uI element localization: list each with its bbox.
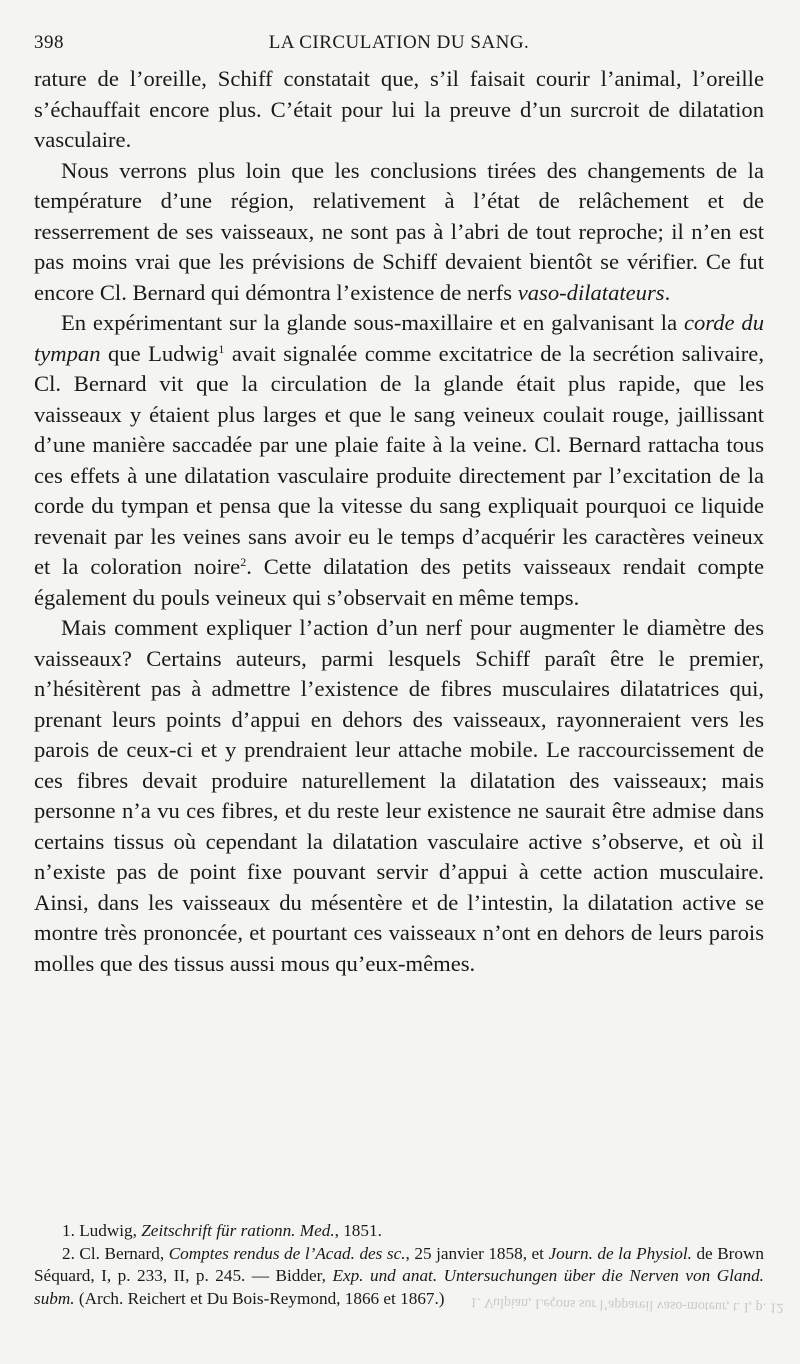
footnote-1-a: 1. Ludwig, — [62, 1221, 142, 1240]
footnote-2-a: 2. Cl. Bernard, — [62, 1243, 169, 1263]
paragraph-2 — [34, 156, 764, 309]
footnote-2-italic-2: Journ. de la Physiol. — [548, 1243, 692, 1263]
page-number: 398 — [34, 32, 64, 53]
footnote-1-b: , 1851. — [334, 1221, 382, 1240]
paragraph-3-d: . Cette dilatation des petits vaisseaux rendait compte également du pouls veineux qui s’observait en même temps. — [34, 554, 764, 610]
footnote-1 — [34, 1220, 764, 1243]
paragraph-3-c: avait signalée comme excitatrice de la secrétion salivaire, Cl. Bernard vit que la circulation de la glande était plus rapide, que les vaisseaux y étaient plus larges et que le sang veineux coulait rouge, jaillissant d’une manière saccadée par une plaie faite à la veine. Cl. Bernard rattacha tous ces effets à une dilatation vasculaire produite directement par l’excitation de la corde du tympan et pensa que la vitesse du sang expliquait pourquoi ce liquide revenait par les veines sans avoir eu le temps d’acquérir les caractères veineux et la coloration noire — [34, 340, 764, 579]
paragraph-1: rature de l’oreille, Schiff constatait que, s’il faisait courir l’animal, l’oreille s’échauffait encore plus. C’était pour lui la preuve d’un surcroit de dilatation vasculaire. — [34, 66, 764, 152]
paragraph-2-end: . — [664, 279, 671, 305]
paragraph-2-italic: vaso-dilatateurs — [517, 279, 665, 305]
paragraph-3 — [34, 308, 764, 613]
body-text — [34, 64, 764, 979]
footnote-2-italic-3: Exp. und anat. Untersuchungen über die Nerven von Gland. subm. — [34, 1266, 764, 1308]
footnote-2-b: , 25 janvier 1858, et — [405, 1243, 549, 1263]
paragraph-2-text: Nous verrons plus loin que les conclusions tirées des changements de la température d’une région, relativement à l’état de relâchement et de resserrement de ses vaisseaux, ne sont pas à l’abri de tout reproche; il n’en est pas moins vrai que les prévisions de Schiff devaient bientôt se vérifier. Ce fut encore Cl. Bernard qui démontra l’existence de nerfs — [34, 157, 764, 305]
footnote-2-italic-1: Comptes rendus de l’Acad. des sc. — [168, 1243, 406, 1263]
footnote-2-c: de Brown Séquard, I, p. 233, II, p. 245. — Bidder, — [34, 1243, 764, 1285]
footnote-1-italic: Zeitschrift für rationn. Med. — [141, 1221, 335, 1240]
footnote-2-d: (Arch. Reichert et Du Bois-Reymond, 1866 et 1867.) — [74, 1288, 445, 1308]
running-head — [34, 32, 764, 58]
paragraph-3-b: que Ludwig — [100, 340, 219, 366]
bleed-through-text: 1. Vulpian, Leçons sur l’appareil vaso-moteur, t. I, p. 12 — [469, 1294, 784, 1315]
paragraph-4: Mais comment expliquer l’action d’un nerf pour augmenter le diamètre des vaisseaux? Certains auteurs, parmi lesquels Schiff paraît être le premier, n’hésitèrent pas à admettre l’existence de fibres musculaires dilatatrices qui, prenant leurs points d’appui en dehors des vaisseaux, rayonneraient vers les parois de ceux-ci et y prendraient leur attache mobile. Le raccourcissement de ces fibres devait produire naturellement la dilatation des vaisseaux; mais personne n’a vu ces fibres, et du reste leur existence ne saurait être admise dans certains tissus où cependant la dilatation vasculaire active s’observe, et où il n’existe pas de point fixe pouvant servir d’appui à cette action musculaire. Ainsi, dans les vaisseaux du mésentère et de l’intestin, la dilatation active se montre très prononcée, et pourtant ces vaisseaux n’ont en dehors de leurs parois molles que des tissus aussi mous qu’eux-mêmes. — [34, 615, 764, 976]
footnote-ref-2: 2 — [240, 555, 247, 569]
paragraph-3-italic: corde du tympan — [34, 310, 764, 366]
running-title: LA CIRCULATION DU SANG. — [268, 32, 530, 53]
footnote-ref-1: 1 — [218, 341, 225, 356]
paragraph-3-a: En expérimentant sur la glande sous-maxillaire et en galvanisant la — [61, 310, 684, 335]
